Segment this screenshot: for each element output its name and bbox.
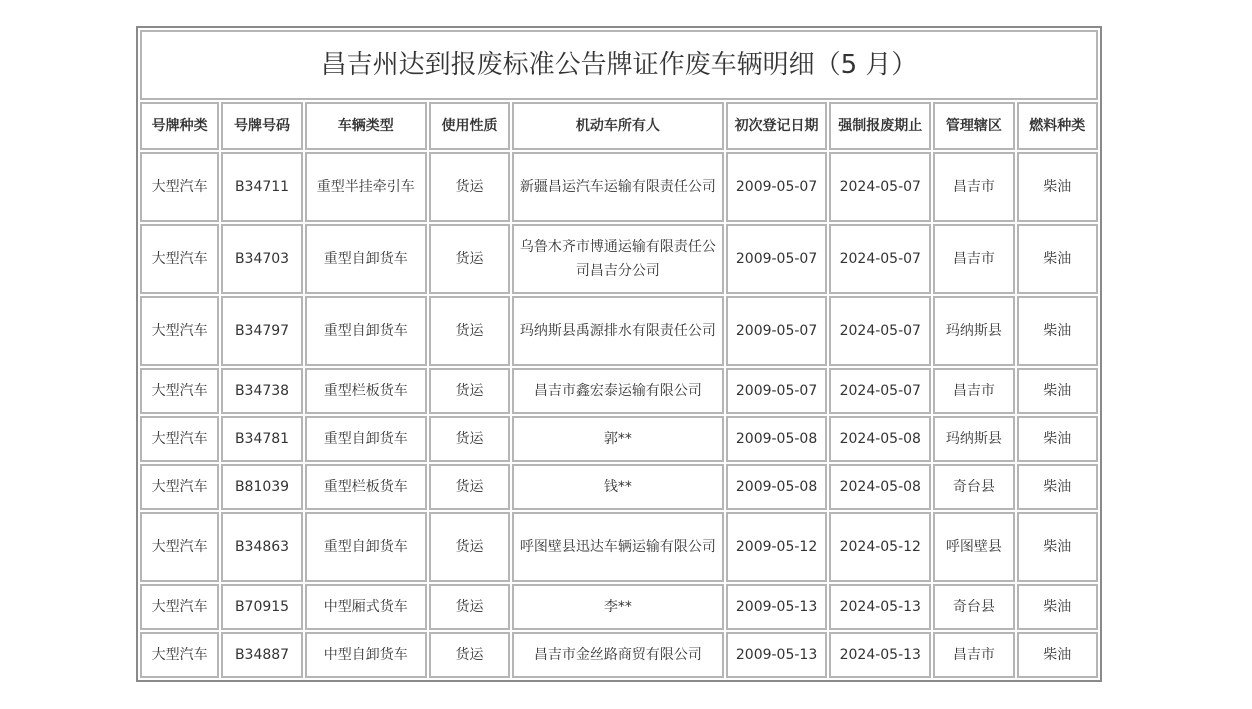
cell-vehicle-type: 重型自卸货车 xyxy=(305,296,427,366)
cell-plate-type: 大型汽车 xyxy=(140,416,219,462)
cell-usage: 货运 xyxy=(429,464,510,510)
cell-plate-no: B34863 xyxy=(221,512,302,582)
cell-fuel: 柴油 xyxy=(1017,512,1098,582)
cell-district: 昌吉市 xyxy=(933,152,1014,222)
cell-fuel: 柴油 xyxy=(1017,224,1098,294)
cell-scrap-date: 2024-05-07 xyxy=(829,224,931,294)
cell-plate-no: B34738 xyxy=(221,368,302,414)
scrapped-vehicles-table xyxy=(136,26,1102,682)
cell-usage: 货运 xyxy=(429,296,510,366)
column-header-usage: 使用性质 xyxy=(429,102,510,150)
table-row xyxy=(140,416,1098,462)
column-header-reg-date: 初次登记日期 xyxy=(726,102,828,150)
cell-scrap-date: 2024-05-08 xyxy=(829,416,931,462)
cell-vehicle-type: 重型自卸货车 xyxy=(305,224,427,294)
cell-vehicle-type: 重型自卸货车 xyxy=(305,416,427,462)
cell-scrap-date: 2024-05-12 xyxy=(829,512,931,582)
cell-reg-date: 2009-05-13 xyxy=(726,632,828,678)
table-row xyxy=(140,224,1098,294)
cell-plate-type: 大型汽车 xyxy=(140,224,219,294)
table-row xyxy=(140,296,1098,366)
cell-owner: 昌吉市鑫宏泰运输有限公司 xyxy=(512,368,724,414)
cell-owner: 昌吉市金丝路商贸有限公司 xyxy=(512,632,724,678)
cell-owner: 呼图壁县迅达车辆运输有限公司 xyxy=(512,512,724,582)
cell-reg-date: 2009-05-08 xyxy=(726,464,828,510)
cell-usage: 货运 xyxy=(429,584,510,630)
cell-usage: 货运 xyxy=(429,416,510,462)
column-header-scrap-date: 强制报废期止 xyxy=(829,102,931,150)
cell-district: 呼图壁县 xyxy=(933,512,1014,582)
cell-district: 奇台县 xyxy=(933,464,1014,510)
cell-fuel: 柴油 xyxy=(1017,464,1098,510)
cell-usage: 货运 xyxy=(429,224,510,294)
cell-fuel: 柴油 xyxy=(1017,416,1098,462)
cell-owner: 李** xyxy=(512,584,724,630)
cell-scrap-date: 2024-05-08 xyxy=(829,464,931,510)
cell-reg-date: 2009-05-08 xyxy=(726,416,828,462)
cell-vehicle-type: 重型半挂牵引车 xyxy=(305,152,427,222)
cell-district: 玛纳斯县 xyxy=(933,416,1014,462)
cell-vehicle-type: 重型自卸货车 xyxy=(305,512,427,582)
table-row xyxy=(140,584,1098,630)
cell-district: 玛纳斯县 xyxy=(933,296,1014,366)
cell-plate-type: 大型汽车 xyxy=(140,368,219,414)
cell-usage: 货运 xyxy=(429,152,510,222)
cell-scrap-date: 2024-05-13 xyxy=(829,584,931,630)
table-row xyxy=(140,512,1098,582)
cell-plate-type: 大型汽车 xyxy=(140,584,219,630)
column-header-vehicle-type: 车辆类型 xyxy=(305,102,427,150)
cell-plate-type: 大型汽车 xyxy=(140,152,219,222)
cell-reg-date: 2009-05-07 xyxy=(726,368,828,414)
column-header-owner: 机动车所有人 xyxy=(512,102,724,150)
title-row xyxy=(140,30,1098,100)
cell-scrap-date: 2024-05-07 xyxy=(829,152,931,222)
column-header-plate-no: 号牌号码 xyxy=(221,102,302,150)
cell-vehicle-type: 重型栏板货车 xyxy=(305,368,427,414)
cell-reg-date: 2009-05-13 xyxy=(726,584,828,630)
cell-district: 昌吉市 xyxy=(933,224,1014,294)
table-row xyxy=(140,464,1098,510)
cell-scrap-date: 2024-05-13 xyxy=(829,632,931,678)
cell-reg-date: 2009-05-07 xyxy=(726,296,828,366)
cell-plate-no: B34781 xyxy=(221,416,302,462)
cell-plate-type: 大型汽车 xyxy=(140,512,219,582)
cell-fuel: 柴油 xyxy=(1017,296,1098,366)
cell-fuel: 柴油 xyxy=(1017,368,1098,414)
cell-scrap-date: 2024-05-07 xyxy=(829,368,931,414)
cell-plate-no: B34711 xyxy=(221,152,302,222)
table-row xyxy=(140,632,1098,678)
column-header-plate-type: 号牌种类 xyxy=(140,102,219,150)
cell-fuel: 柴油 xyxy=(1017,632,1098,678)
column-header-fuel: 燃料种类 xyxy=(1017,102,1098,150)
cell-district: 昌吉市 xyxy=(933,368,1014,414)
cell-owner: 乌鲁木齐市博通运输有限责任公司昌吉分公司 xyxy=(512,224,724,294)
cell-plate-type: 大型汽车 xyxy=(140,464,219,510)
cell-reg-date: 2009-05-12 xyxy=(726,512,828,582)
cell-district: 奇台县 xyxy=(933,584,1014,630)
cell-vehicle-type: 中型厢式货车 xyxy=(305,584,427,630)
column-header-district: 管理辖区 xyxy=(933,102,1014,150)
cell-plate-no: B34703 xyxy=(221,224,302,294)
table-row xyxy=(140,152,1098,222)
report-container xyxy=(136,26,1102,682)
cell-plate-type: 大型汽车 xyxy=(140,632,219,678)
cell-usage: 货运 xyxy=(429,512,510,582)
table-row xyxy=(140,368,1098,414)
cell-district: 昌吉市 xyxy=(933,632,1014,678)
cell-scrap-date: 2024-05-07 xyxy=(829,296,931,366)
cell-plate-type: 大型汽车 xyxy=(140,296,219,366)
header-row xyxy=(140,102,1098,150)
cell-owner: 钱** xyxy=(512,464,724,510)
cell-vehicle-type: 重型栏板货车 xyxy=(305,464,427,510)
cell-plate-no: B34797 xyxy=(221,296,302,366)
cell-fuel: 柴油 xyxy=(1017,152,1098,222)
cell-reg-date: 2009-05-07 xyxy=(726,224,828,294)
cell-vehicle-type: 中型自卸货车 xyxy=(305,632,427,678)
cell-reg-date: 2009-05-07 xyxy=(726,152,828,222)
cell-plate-no: B70915 xyxy=(221,584,302,630)
cell-owner: 新疆昌运汽车运输有限责任公司 xyxy=(512,152,724,222)
cell-owner: 郭** xyxy=(512,416,724,462)
cell-usage: 货运 xyxy=(429,632,510,678)
cell-fuel: 柴油 xyxy=(1017,584,1098,630)
cell-usage: 货运 xyxy=(429,368,510,414)
cell-plate-no: B81039 xyxy=(221,464,302,510)
cell-plate-no: B34887 xyxy=(221,632,302,678)
page-title: 昌吉州达到报废标准公告牌证作废车辆明细（5 月） xyxy=(140,30,1098,100)
cell-owner: 玛纳斯县禹源排水有限责任公司 xyxy=(512,296,724,366)
